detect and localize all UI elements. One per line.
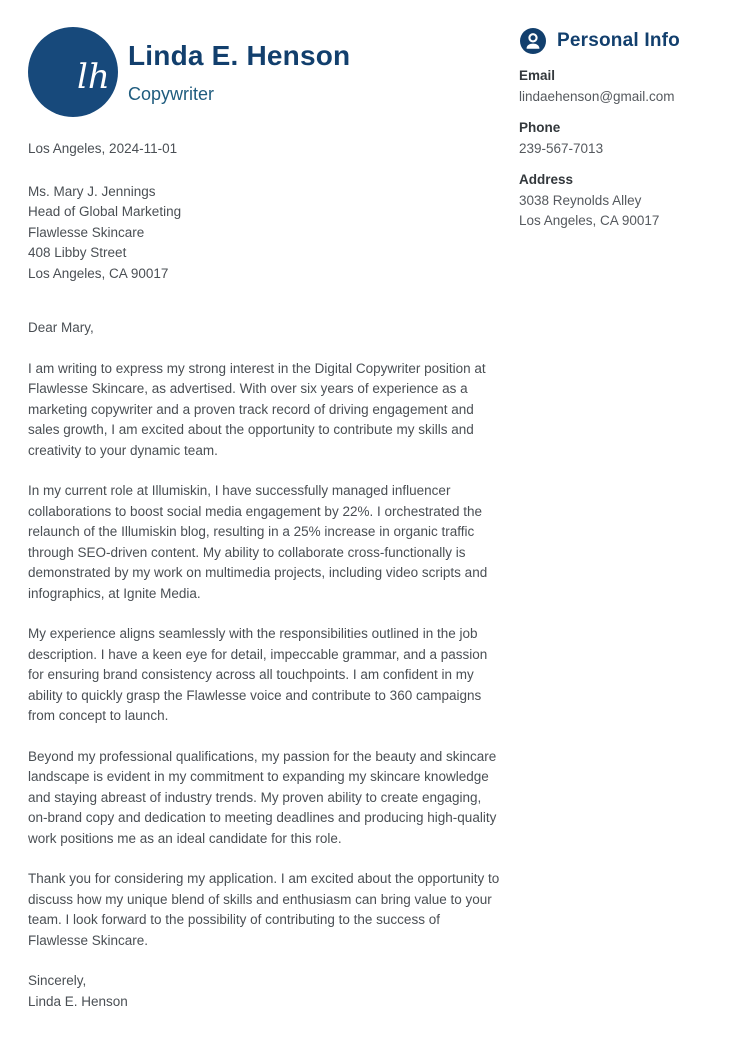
- field-email: [519, 66, 729, 107]
- avatar-initials: lh: [77, 57, 110, 97]
- page-title: Linda E. Henson: [128, 40, 351, 71]
- email-value: lindaehenson@gmail.com: [519, 88, 675, 104]
- letter-header: [28, 27, 501, 117]
- personal-info-sidebar: [519, 27, 729, 232]
- letter-paragraph: Thank you for considering my application. I am excited about the opportunity to discuss how my unique blend of skills and enthusiasm can bring value to your team. I look forward to the possibility of contributing to the success of Flawlesse Skincare.: [28, 871, 500, 948]
- recipient-line: Ms. Mary J. Jennings: [28, 183, 156, 199]
- letter-paragraph: Beyond my professional qualifications, my passion for the beauty and skincare landscape is evident in my commitment to expanding my skincare knowledge and staying abreast of industry trends. My proven ability to create engaging, on-brand copy and dedication to meeting deadlines and producing high-quality work positions me as an ideal candidate for this role.: [28, 748, 497, 846]
- salutation: Dear Mary,: [28, 320, 94, 335]
- phone-value: 239-567-7013: [519, 140, 604, 156]
- field-label: Address: [519, 172, 574, 187]
- address-line: Los Angeles, CA 90017: [519, 213, 660, 228]
- field-phone: [519, 118, 729, 159]
- address-line: 3038 Reynolds Alley: [519, 192, 642, 208]
- signoff-block: [28, 971, 501, 1012]
- recipient-line: Los Angeles, CA 90017: [28, 265, 169, 281]
- letter-paragraph: I am writing to express my strong interest in the Digital Copywriter position at Flawlesse Skincare, as advertised. With over six years of experience as a marketing copywriter and a proven track record of driving engagement and sales growth, I am excited about the opportunity to contribute my skills and creativity to your dynamic team.: [28, 360, 486, 458]
- field-address: [519, 170, 729, 232]
- avatar: [28, 27, 118, 117]
- name-block: [128, 27, 350, 117]
- person-circle-icon: [519, 27, 547, 55]
- sidebar-title: Personal Info: [557, 30, 680, 51]
- date-line: Los Angeles, 2024-11-01: [28, 141, 178, 156]
- letter-paragraph: My experience aligns seamlessly with the responsibilities outlined in the job description. I have a keen eye for detail, impeccable grammar, and a passion for ensuring brand consistency across all touchpoints. I am confident in my ability to quickly grasp the Flawlesse voice and contribute to 360 campaigns from concept to launch.: [28, 626, 488, 723]
- closing-line: Sincerely,: [28, 973, 87, 988]
- sidebar-header: [519, 27, 729, 55]
- recipient-line: 408 Libby Street: [28, 245, 127, 260]
- letter-column: [28, 27, 501, 1012]
- recipient-line: Head of Global Marketing: [28, 204, 182, 219]
- signature-name: Linda E. Henson: [28, 993, 128, 1009]
- job-title: Copywriter: [128, 84, 215, 105]
- field-label: Email: [519, 68, 556, 83]
- letter-paragraph: In my current role at Illumiskin, I have successfully managed influencer collaborations to boost social media engagement by 22%. I orchestrated the relaunch of the Illumiskin blog, resulting in a 25% increase in organic traffic through SEO-driven content. My ability to collaborate cross-functionally is demonstrated by my work on multimedia projects, including video scripts and infographics, at Ignite Media.: [28, 483, 488, 601]
- recipient-block: [28, 182, 501, 285]
- field-label: Phone: [519, 120, 561, 135]
- recipient-line: Flawlesse Skincare: [28, 224, 145, 240]
